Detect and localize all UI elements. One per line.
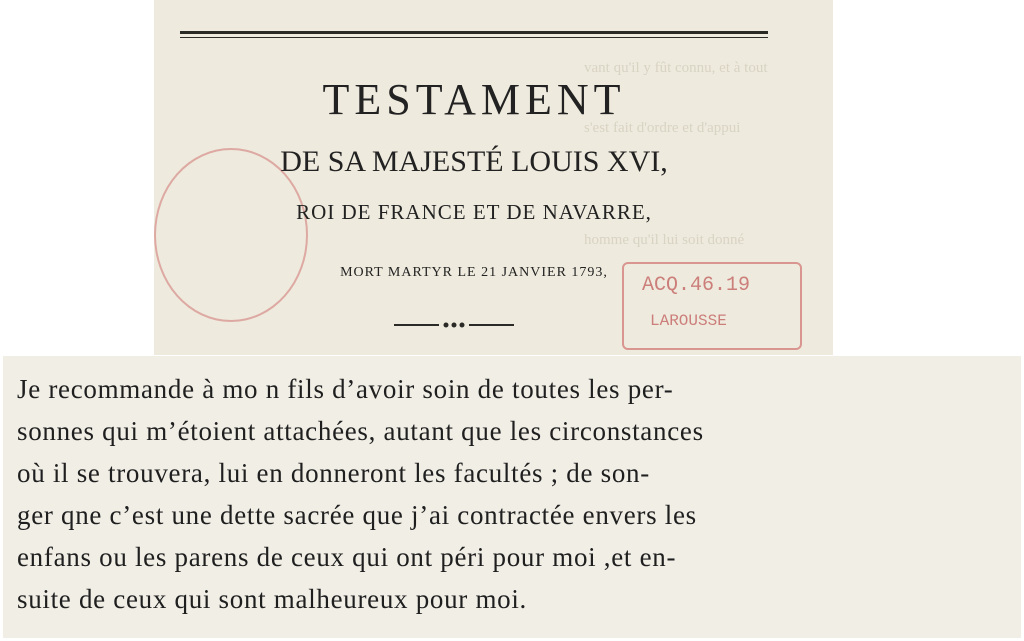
accession-stamp-label: LAROUSSE	[650, 312, 727, 330]
title-death-date: MORT MARTYR LE 21 JANVIER 1793,	[340, 265, 608, 280]
title-main: TESTAMENT	[322, 75, 626, 124]
accession-stamp-number: ACQ.46.19	[642, 274, 751, 297]
bleed-through-text: s'est fait d'ordre et d'appui	[584, 120, 741, 136]
testament-excerpt	[3, 356, 1021, 638]
excerpt-line: Je recommande à mo n fils d’avoir soin de toutes les per-	[17, 374, 674, 404]
excerpt-line: enfans ou les parens de ceux qui ont péri pour moi ,et en-	[17, 542, 677, 572]
accession-stamp	[622, 262, 802, 350]
excerpt-line: où il se trouvera, lui en donneront les facultés ; de son-	[17, 458, 650, 488]
title-page-scan	[154, 0, 833, 355]
excerpt-line: ger qne c’est une dette sacrée que j’ai contractée envers les	[17, 500, 697, 530]
title-role: ROI DE FRANCE ET DE NAVARRE,	[296, 200, 652, 224]
top-thin-rule	[180, 37, 768, 38]
excerpt-line: suite de ceux qui sont malheureux pour moi.	[17, 584, 527, 614]
ornament-divider	[394, 320, 514, 330]
excerpt-line: sonnes qui m’étoient attachées, autant que les circonstances	[17, 416, 704, 446]
title-subtitle: DE SA MAJESTÉ LOUIS XVI,	[280, 145, 668, 178]
top-double-rule	[180, 31, 768, 34]
bleed-through-text: homme qu'il lui soit donné	[584, 232, 745, 248]
bleed-through-text: vant qu'il y fût connu, et à tout	[584, 60, 768, 76]
